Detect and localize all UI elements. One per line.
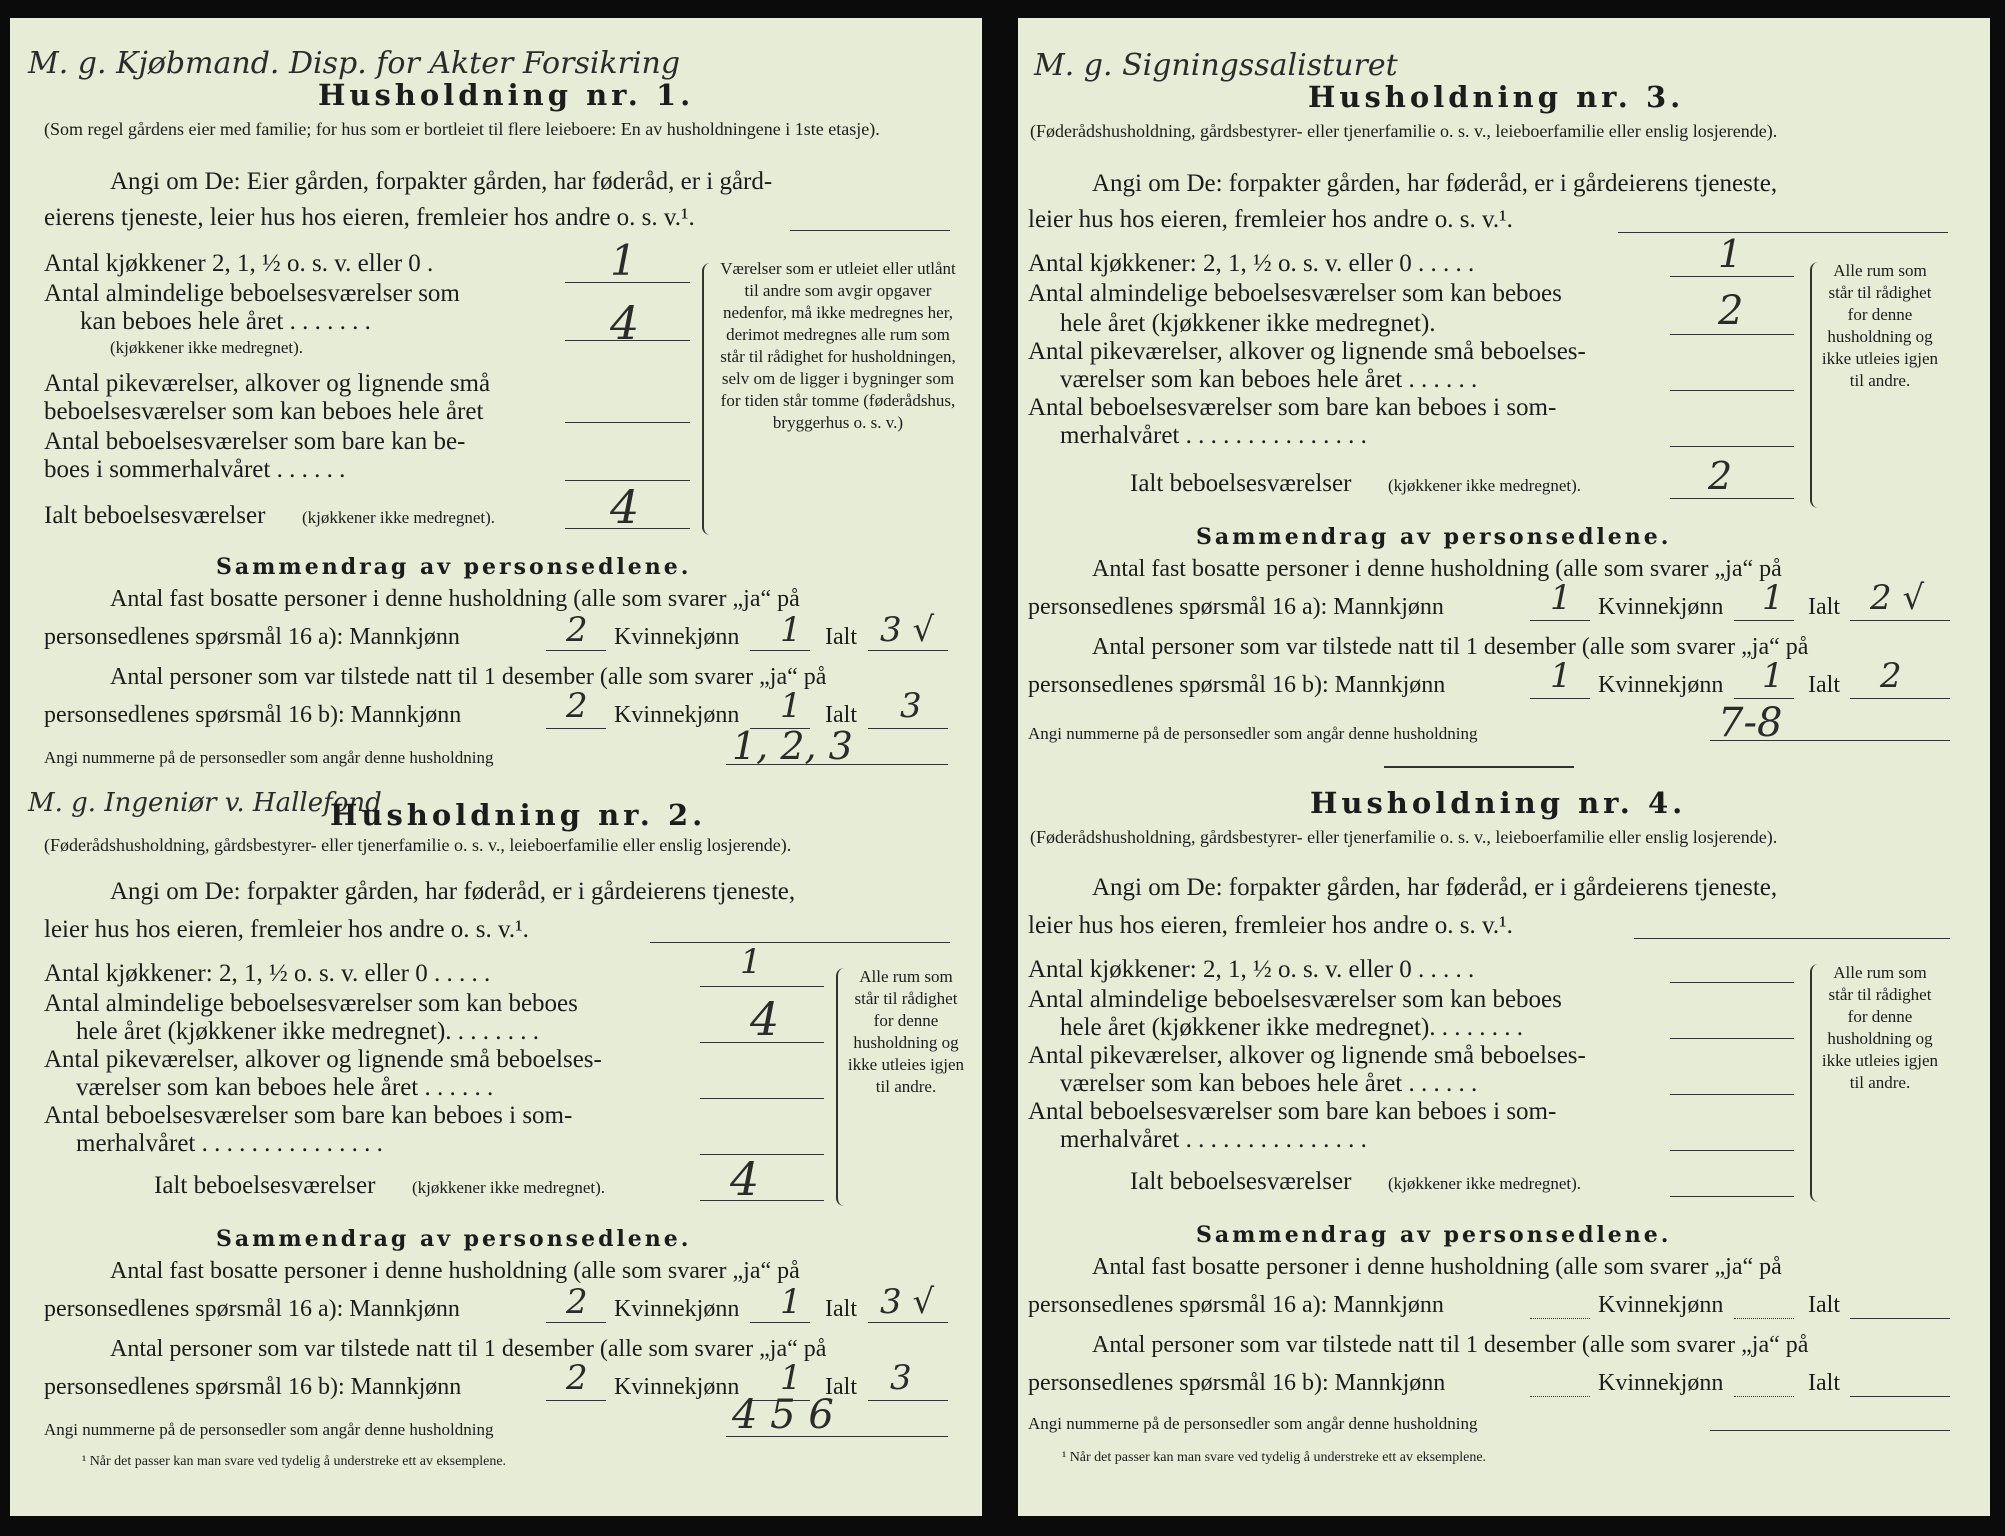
s-tilstede-2: personsedlenes spørsmål 16 b): Mannkjønn bbox=[44, 702, 462, 728]
s-kvinne: Kvinnekjønn bbox=[614, 1296, 740, 1322]
q-sommer-1: Antal beboelsesværelser som bare kan beboes i som- bbox=[44, 1102, 573, 1129]
s-tilstede-2: personsedlenes spørsmål 16 b): Mannkjønn bbox=[44, 1374, 462, 1400]
q-ialt: Ialt beboelsesværelser bbox=[154, 1172, 376, 1199]
household-4-title: Husholdning nr. 4. bbox=[1310, 786, 1687, 820]
answer-line bbox=[1530, 1396, 1590, 1397]
answer-fast-ialt: 2 √ bbox=[1870, 578, 1925, 618]
s-kvinne: Kvinnekjønn bbox=[614, 624, 740, 650]
summary-title: Sammendrag av personsedlene. bbox=[1196, 524, 1672, 550]
answer-almindelige: 4 bbox=[750, 992, 780, 1046]
answer-line bbox=[1670, 498, 1794, 499]
census-sheet-left bbox=[10, 18, 982, 1516]
q-sommer-2: merhalvåret . . . . . . . . . . . . . . . bbox=[1060, 1126, 1367, 1153]
s-kvinne: Kvinnekjønn bbox=[1598, 1370, 1724, 1396]
brace bbox=[702, 263, 714, 535]
answer-line bbox=[1530, 698, 1590, 699]
answer-nummer: 4 5 6 bbox=[732, 1392, 834, 1438]
q-pikevaerelser-1: Antal pikeværelser, alkover og lignende små beboelses- bbox=[1028, 1042, 1586, 1069]
s-fast-2: personsedlenes spørsmål 16 a): Mannkjønn bbox=[44, 1296, 460, 1322]
q-ialt-note: (kjøkkener ikke medregnet). bbox=[412, 1178, 606, 1197]
answer-line bbox=[1670, 276, 1794, 277]
household-3-intro: (Føderådshusholdning, gårdsbestyrer- eller tjenerfamilie o. s. v., leieboerfamilie eller enslig losjerende). bbox=[1030, 121, 1778, 141]
q-sommer-2: merhalvåret . . . . . . . . . . . . . . . bbox=[1060, 422, 1367, 449]
answer-til-mann: 2 bbox=[566, 1358, 588, 1398]
answer-line bbox=[1634, 938, 1950, 939]
q-pikevaerelser-1: Antal pikeværelser, alkover og lignende små beboelses- bbox=[1028, 338, 1586, 365]
q-almindelige-1: Antal almindelige beboelsesværelser som bbox=[44, 280, 460, 307]
q-sommer-2: merhalvåret . . . . . . . . . . . . . . . bbox=[76, 1130, 383, 1157]
answer-line bbox=[868, 728, 948, 729]
answer-line bbox=[1530, 620, 1590, 621]
q-ialt: Ialt beboelsesværelser bbox=[1130, 1168, 1352, 1195]
s-fast-2: personsedlenes spørsmål 16 a): Mannkjønn bbox=[44, 624, 460, 650]
household-3-angi-line2: leier hus hos eieren, fremleier hos andre o. s. v.¹. bbox=[1028, 206, 1513, 233]
q-sommer-2: boes i sommerhalvåret . . . . . . bbox=[44, 456, 346, 483]
s-ialt: Ialt bbox=[825, 1296, 857, 1322]
census-sheet-right bbox=[1018, 18, 1990, 1516]
answer-line bbox=[1618, 232, 1948, 233]
s-kvinne: Kvinnekjønn bbox=[1598, 594, 1724, 620]
section-divider bbox=[1384, 766, 1574, 768]
answer-line bbox=[1734, 620, 1794, 621]
s-fast-1: Antal fast bosatte personer i denne husholdning (alle som svarer „ja“ på bbox=[1092, 556, 1782, 582]
answer-line bbox=[1670, 1094, 1794, 1095]
answer-line bbox=[1850, 698, 1950, 699]
handwritten-annotation: M. g. Signingssalisturet bbox=[1034, 48, 1398, 83]
q-sommer-1: Antal beboelsesværelser som bare kan beboes i som- bbox=[1028, 1098, 1557, 1125]
q-almindelige-1: Antal almindelige beboelsesværelser som kan beboes bbox=[44, 990, 578, 1017]
s-kvinne: Kvinnekjønn bbox=[1598, 1292, 1724, 1318]
answer-line bbox=[546, 1400, 606, 1401]
answer-line bbox=[565, 422, 690, 423]
answer-fast-kvinne: 1 bbox=[1762, 578, 1784, 618]
q-almindelige-2: hele året (kjøkkener ikke medregnet). . . . . . . . bbox=[1060, 1014, 1524, 1041]
household-1-title: Husholdning nr. 1. bbox=[318, 78, 695, 112]
answer-ialt: 2 bbox=[1708, 454, 1733, 498]
answer-til-ialt: 2 bbox=[1880, 656, 1902, 696]
s-kvinne: Kvinnekjønn bbox=[1598, 672, 1724, 698]
answer-til-ialt: 3 bbox=[890, 1358, 912, 1398]
household-4-angi-line2: leier hus hos eieren, fremleier hos andre o. s. v.¹. bbox=[1028, 912, 1513, 939]
answer-line bbox=[1710, 1430, 1950, 1431]
answer-line bbox=[868, 1400, 948, 1401]
s-kvinne: Kvinnekjønn bbox=[614, 1374, 740, 1400]
household-4-intro: (Føderådshusholdning, gårdsbestyrer- eller tjenerfamilie o. s. v., leieboerfamilie eller enslig losjerende). bbox=[1030, 827, 1778, 847]
s-nummer: Angi nummerne på de personsedler som angår denne husholdning bbox=[44, 748, 494, 767]
s-tilstede-1: Antal personer som var tilstede natt til 1 desember (alle som svarer „ja“ på bbox=[1092, 634, 1809, 660]
household-1-note: Værelser som er utleiet eller utlånt til andre som avgir opgaver nedenfor, må ikke medregnes her, derimot medregnes alle rum som står til rådighet for husholdningen, selv om de ligger i bygninger som for tiden står tomme (føderådshus, bryggerhus o. s. v.) bbox=[720, 259, 956, 432]
household-3-title: Husholdning nr. 3. bbox=[1308, 80, 1685, 114]
q-ialt-note: (kjøkkener ikke medregnet). bbox=[1388, 476, 1582, 495]
footnote: ¹ Når det passer kan man svare ved tydelig å understreke ett av eksemplene. bbox=[82, 1454, 507, 1469]
q-almindelige-1: Antal almindelige beboelsesværelser som kan beboes bbox=[1028, 280, 1562, 307]
household-2-angi-line1: Angi om De: forpakter gården, har føderåd, er i gårdeierens tjeneste, bbox=[110, 878, 796, 905]
q-kjokkener: Antal kjøkkener: 2, 1, ½ o. s. v. eller 0 . . . . . bbox=[1028, 250, 1475, 277]
handwritten-annotation: M. g. Ingeniør v. Hallefond bbox=[28, 788, 382, 818]
answer-line bbox=[868, 650, 948, 651]
answer-kjokkener: 1 bbox=[610, 236, 637, 285]
q-ialt-note: (kjøkkener ikke medregnet). bbox=[302, 508, 496, 527]
household-1-angi-line2: eierens tjeneste, leier hus hos eieren, fremleier hos andre o. s. v.¹. bbox=[44, 204, 695, 231]
q-pikevaerelser-2: værelser som kan beboes hele året . . . . . . bbox=[1060, 1070, 1478, 1097]
answer-til-ialt: 3 bbox=[900, 686, 922, 726]
answer-line bbox=[700, 1154, 824, 1155]
s-tilstede-1: Antal personer som var tilstede natt til 1 desember (alle som svarer „ja“ på bbox=[1092, 1332, 1809, 1358]
s-ialt: Ialt bbox=[825, 702, 857, 728]
answer-line bbox=[1734, 698, 1794, 699]
q-pikevaerelser-2: værelser som kan beboes hele året . . . . . . bbox=[1060, 366, 1478, 393]
answer-fast-mann: 2 bbox=[566, 1282, 588, 1322]
answer-til-kvinne: 1 bbox=[780, 1358, 802, 1398]
answer-ialt: 4 bbox=[610, 480, 640, 534]
s-nummer: Angi nummerne på de personsedler som angår denne husholdning bbox=[1028, 1414, 1478, 1433]
answer-nummer: 7-8 bbox=[1718, 700, 1783, 746]
s-tilstede-2: personsedlenes spørsmål 16 b): Mannkjønn bbox=[1028, 1370, 1446, 1396]
q-almindelige-2: hele året (kjøkkener ikke medregnet). bbox=[1060, 310, 1436, 337]
answer-line bbox=[1850, 620, 1950, 621]
answer-line bbox=[1670, 1196, 1794, 1197]
answer-nummer: 1, 2, 3 bbox=[732, 724, 853, 768]
s-fast-1: Antal fast bosatte personer i denne husholdning (alle som svarer „ja“ på bbox=[1092, 1254, 1782, 1280]
q-kjokkener: Antal kjøkkener 2, 1, ½ o. s. v. eller 0 . bbox=[44, 250, 434, 277]
answer-line bbox=[1670, 982, 1794, 983]
s-tilstede-1: Antal personer som var tilstede natt til 1 desember (alle som svarer „ja“ på bbox=[110, 1336, 827, 1362]
q-pikevaerelser-1: Antal pikeværelser, alkover og lignende små bbox=[44, 370, 491, 397]
answer-line bbox=[1670, 1038, 1794, 1039]
q-almindelige-1: Antal almindelige beboelsesværelser som kan beboes bbox=[1028, 986, 1562, 1013]
answer-fast-mann: 2 bbox=[566, 610, 588, 650]
s-ialt: Ialt bbox=[825, 1374, 857, 1400]
answer-til-mann: 1 bbox=[1550, 656, 1572, 696]
answer-line bbox=[650, 942, 950, 943]
answer-line bbox=[700, 986, 824, 987]
answer-til-kvinne: 1 bbox=[780, 686, 802, 726]
handwritten-annotation: M. g. Kjøbmand. Disp. for Akter Forsikring bbox=[28, 46, 681, 81]
s-tilstede-2: personsedlenes spørsmål 16 b): Mannkjønn bbox=[1028, 672, 1446, 698]
answer-fast-ialt: 3 √ bbox=[880, 610, 935, 650]
answer-fast-kvinne: 1 bbox=[780, 1282, 802, 1322]
q-sommer-1: Antal beboelsesværelser som bare kan be- bbox=[44, 428, 466, 455]
summary-title: Sammendrag av personsedlene. bbox=[1196, 1222, 1672, 1248]
answer-line bbox=[1734, 1318, 1794, 1319]
summary-title: Sammendrag av personsedlene. bbox=[216, 1226, 692, 1252]
household-3-note: Alle rum som står til rådighet for denne husholdning og ikke utleies igjen til andre. bbox=[1821, 261, 1939, 390]
answer-fast-ialt: 3 √ bbox=[880, 1282, 935, 1322]
q-ialt-note: (kjøkkener ikke medregnet). bbox=[1388, 1174, 1582, 1193]
q-sommer-1: Antal beboelsesværelser som bare kan beboes i som- bbox=[1028, 394, 1557, 421]
q-almindelige-2: kan beboes hele året . . . . . . . bbox=[80, 308, 371, 335]
household-4-angi-line1: Angi om De: forpakter gården, har føderåd, er i gårdeierens tjeneste, bbox=[1092, 874, 1778, 901]
footnote: ¹ Når det passer kan man svare ved tydelig å understreke ett av eksemplene. bbox=[1062, 1450, 1487, 1465]
answer-kjokkener: 1 bbox=[1718, 232, 1743, 276]
summary-title: Sammendrag av personsedlene. bbox=[216, 554, 692, 580]
s-ialt: Ialt bbox=[1808, 594, 1840, 620]
answer-line bbox=[700, 1098, 824, 1099]
s-nummer: Angi nummerne på de personsedler som angår denne husholdning bbox=[1028, 724, 1478, 743]
q-kjokkener: Antal kjøkkener: 2, 1, ½ o. s. v. eller 0 . . . . . bbox=[44, 960, 491, 987]
q-pikevaerelser-2: beboelsesværelser som kan beboes hele året bbox=[44, 398, 484, 425]
answer-line bbox=[546, 728, 606, 729]
q-ialt: Ialt beboelsesværelser bbox=[44, 502, 266, 529]
s-fast-2: personsedlenes spørsmål 16 a): Mannkjønn bbox=[1028, 594, 1444, 620]
q-pikevaerelser-2: værelser som kan beboes hele året . . . . . . bbox=[76, 1074, 494, 1101]
household-2-intro: (Føderådshusholdning, gårdsbestyrer- eller tjenerfamilie o. s. v., leieboerfamilie eller enslig losjerende). bbox=[44, 835, 792, 855]
q-ialt: Ialt beboelsesværelser bbox=[1130, 470, 1352, 497]
answer-line bbox=[750, 650, 810, 651]
answer-line bbox=[1734, 1396, 1794, 1397]
q-almindelige-2: hele året (kjøkkener ikke medregnet). . . . . . . . bbox=[76, 1018, 540, 1045]
q-pikevaerelser-1: Antal pikeværelser, alkover og lignende små beboelses- bbox=[44, 1046, 602, 1073]
s-ialt: Ialt bbox=[825, 624, 857, 650]
household-2-title: Husholdning nr. 2. bbox=[330, 798, 707, 832]
answer-line bbox=[1530, 1318, 1590, 1319]
household-1-intro: (Som regel gårdens eier med familie; for hus som er bortleiet til flere leieboere: En av husholdningene i 1ste etasje). bbox=[44, 119, 880, 139]
answer-line bbox=[1670, 390, 1794, 391]
answer-line bbox=[546, 650, 606, 651]
household-2-angi-line2: leier hus hos eieren, fremleier hos andre o. s. v.¹. bbox=[44, 916, 529, 943]
household-3-angi-line1: Angi om De: forpakter gården, har føderåd, er i gårdeierens tjeneste, bbox=[1092, 170, 1778, 197]
household-4-note: Alle rum som står til rådighet for denne husholdning og ikke utleies igjen til andre. bbox=[1821, 963, 1939, 1092]
answer-fast-kvinne: 1 bbox=[780, 610, 802, 650]
answer-line bbox=[1670, 1150, 1794, 1151]
answer-line bbox=[790, 230, 950, 231]
q-kjokkener: Antal kjøkkener: 2, 1, ½ o. s. v. eller 0 . . . . . bbox=[1028, 956, 1475, 983]
answer-line bbox=[1850, 1396, 1950, 1397]
s-nummer: Angi nummerne på de personsedler som angår denne husholdning bbox=[44, 1420, 494, 1439]
answer-line bbox=[546, 1322, 606, 1323]
s-fast-1: Antal fast bosatte personer i denne husholdning (alle som svarer „ja“ på bbox=[110, 1258, 800, 1284]
s-tilstede-1: Antal personer som var tilstede natt til 1 desember (alle som svarer „ja“ på bbox=[110, 664, 827, 690]
s-kvinne: Kvinnekjønn bbox=[614, 702, 740, 728]
answer-ialt: 4 bbox=[730, 1152, 760, 1206]
s-ialt: Ialt bbox=[1808, 1292, 1840, 1318]
answer-line bbox=[750, 1322, 810, 1323]
answer-line bbox=[1850, 1318, 1950, 1319]
answer-almindelige: 2 bbox=[1718, 288, 1744, 334]
q-almindelige-3: (kjøkkener ikke medregnet). bbox=[110, 338, 304, 357]
household-1-angi-line1: Angi om De: Eier gården, forpakter gården, har føderåd, er i gård- bbox=[110, 168, 773, 195]
s-ialt: Ialt bbox=[1808, 1370, 1840, 1396]
answer-til-kvinne: 1 bbox=[1762, 656, 1784, 696]
answer-almindelige: 4 bbox=[610, 296, 640, 350]
answer-line bbox=[1670, 334, 1794, 335]
s-fast-1: Antal fast bosatte personer i denne husholdning (alle som svarer „ja“ på bbox=[110, 586, 800, 612]
answer-fast-mann: 1 bbox=[1550, 578, 1572, 618]
answer-line bbox=[1670, 446, 1794, 447]
answer-line bbox=[868, 1322, 948, 1323]
household-2-note: Alle rum som står til rådighet for denne husholdning og ikke utleies igjen til andre. bbox=[847, 967, 965, 1096]
s-fast-2: personsedlenes spørsmål 16 a): Mannkjønn bbox=[1028, 1292, 1444, 1318]
answer-til-mann: 2 bbox=[566, 686, 588, 726]
answer-kjokkener: 1 bbox=[740, 942, 762, 982]
s-ialt: Ialt bbox=[1808, 672, 1840, 698]
answer-line bbox=[700, 1200, 824, 1201]
